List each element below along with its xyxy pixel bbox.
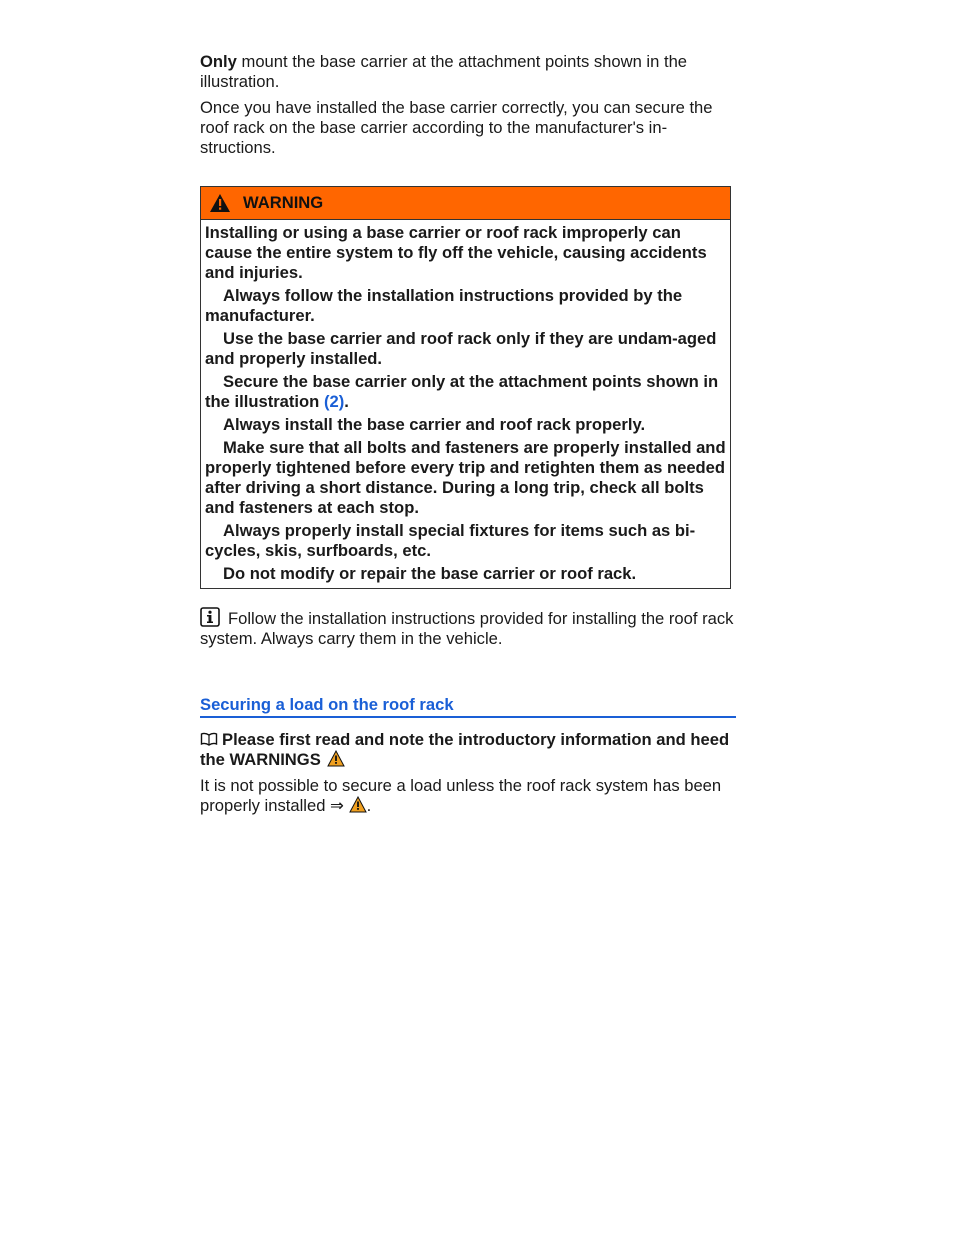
warning-item: Use the base carrier and roof rack only if they are undam-aged and properly installed. xyxy=(205,329,717,368)
intro-paragraph xyxy=(200,52,734,92)
illustration-reference-link[interactable]: (2) xyxy=(323,392,345,411)
section-intro-text: Please first read and note the introductory information and heed the WARNINGS xyxy=(200,730,730,769)
section-intro xyxy=(200,730,734,770)
warning-item: Make sure that all bolts and fasteners are properly installed and properly tightened before every trip and retighten them as needed after driving a short distance. During a long trip, check all bolts and fasteners at each stop. xyxy=(205,438,726,517)
warning-body xyxy=(201,220,730,588)
warning-item-ref-text: Secure the base carrier only at the attachment points shown in the illustration xyxy=(205,372,719,411)
intro-bold-lead: Only xyxy=(200,52,237,71)
section-body xyxy=(200,776,734,816)
warning-title: WARNING xyxy=(243,193,324,212)
info-note-text: Follow the installation instructions provided for installing the roof rack system. Always carry them in the vehicle. xyxy=(200,609,734,648)
warning-box xyxy=(200,186,731,589)
intro-rest: mount the base carrier at the attachment points shown in the illustration. xyxy=(200,52,688,91)
warning-item-ref xyxy=(205,372,726,412)
warning-lead: Installing or using a base carrier or roof rack improperly can cause the entire system to fly off the vehicle, causing accidents and injuries. xyxy=(205,223,707,282)
info-icon xyxy=(200,607,220,627)
warning-triangle-icon[interactable] xyxy=(327,750,345,767)
book-icon xyxy=(200,732,218,746)
section-body-text: It is not possible to secure a load unless the roof rack system has been properly installed ⇒ xyxy=(200,776,722,815)
warning-item: Always follow the installation instructions provided by the manufacturer. xyxy=(205,286,683,325)
section-heading: Securing a load on the roof rack xyxy=(200,695,736,718)
section-body-end: . xyxy=(366,796,372,815)
warning-item: Always properly install special fixtures for items such as bi-cycles, skis, surfboards, etc. xyxy=(205,521,696,560)
warning-triangle-icon xyxy=(209,193,231,213)
warning-header xyxy=(201,187,730,220)
warning-triangle-icon[interactable] xyxy=(349,796,367,813)
page-content xyxy=(200,52,734,816)
info-note xyxy=(200,607,734,649)
warning-item: Do not modify or repair the base carrier or roof rack. xyxy=(223,564,637,583)
warning-item: Always install the base carrier and roof rack properly. xyxy=(223,415,646,434)
warning-item-ref-after: . xyxy=(344,392,349,411)
second-paragraph: Once you have installed the base carrier correctly, you can secure the roof rack on the base carrier according to the manufacturer's in-structions. xyxy=(200,98,713,157)
